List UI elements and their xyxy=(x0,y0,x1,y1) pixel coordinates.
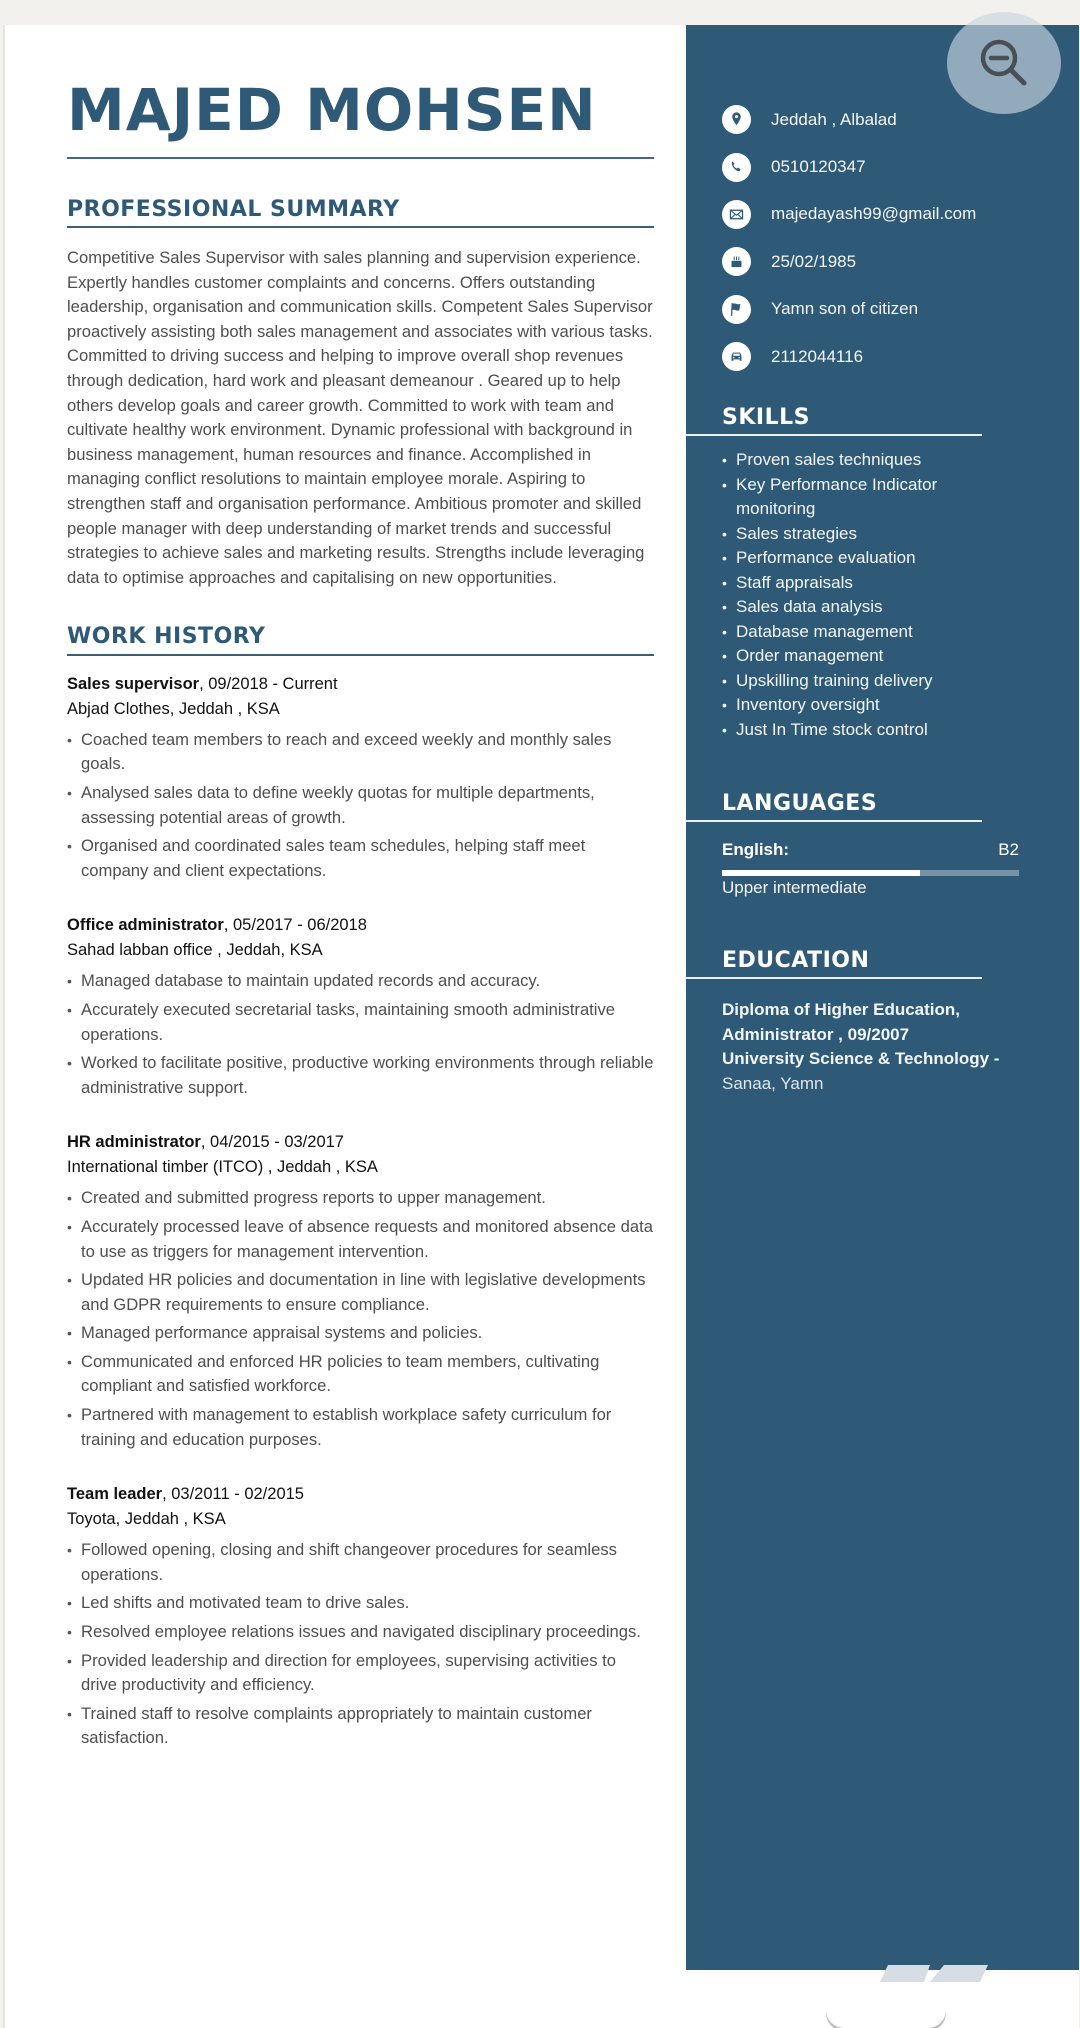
job-title-line xyxy=(67,672,654,697)
job-bullet: • Managed database to maintain updated records and accuracy. xyxy=(67,969,654,994)
skill-item: • Sales strategies xyxy=(722,522,982,547)
job-entry xyxy=(67,672,654,884)
contact-item xyxy=(722,238,976,285)
contact-item xyxy=(722,143,976,190)
job-title-line xyxy=(67,1130,654,1155)
job-bullet: • Updated HR policies and documentation in line with legislative developments and GDPR requirements to ensure compliance. xyxy=(67,1268,654,1317)
job-bullet: • Provided leadership and direction for employees, supervising activities to drive productivity and efficiency. xyxy=(67,1649,654,1698)
job-dates: , 04/2015 - 03/2017 xyxy=(200,1133,344,1152)
job-bullet: • Led shifts and motivated team to drive sales. xyxy=(67,1591,654,1616)
job-bullet: • Analysed sales data to define weekly quotas for multiple departments, assessing potential areas of growth. xyxy=(67,781,654,830)
job-location: , Jeddah , KSA xyxy=(169,699,280,718)
contact-text[interactable]: majedayash99@gmail.com xyxy=(771,204,977,224)
section-title-summary: PROFESSIONAL SUMMARY xyxy=(67,196,400,222)
job-role: Office administrator xyxy=(67,916,224,935)
job-bullets xyxy=(67,1538,654,1751)
sidebar xyxy=(686,25,1079,1970)
education-section xyxy=(686,948,1079,1096)
job-bullet: • Created and submitted progress reports to upper management. xyxy=(67,1186,654,1211)
zoom-out-icon xyxy=(974,33,1034,93)
job-bullet: • Followed opening, closing and shift changeover procedures for seamless operations. xyxy=(67,1538,654,1587)
language-proficiency-fill xyxy=(722,870,920,876)
job-dates: , 09/2018 - Current xyxy=(199,674,338,693)
job-entry xyxy=(67,1482,654,1751)
education-item xyxy=(722,998,1022,1096)
contact-item xyxy=(722,191,976,238)
birthday-cake-icon xyxy=(722,247,751,276)
job-company-line xyxy=(67,1155,654,1180)
skill-item: • Sales data analysis xyxy=(722,595,982,620)
location-pin-icon xyxy=(722,105,751,134)
contact-text: Yamn son of citizen xyxy=(771,299,919,319)
job-bullet: • Coached team members to reach and exceed weekly and monthly sales goals. xyxy=(67,728,654,777)
language-proficiency-bar xyxy=(722,870,1019,876)
job-company-line xyxy=(67,1507,654,1532)
section-title-education: EDUCATION xyxy=(722,948,870,973)
job-bullet: • Communicated and enforced HR policies to team members, cultivating compliant and satisfied workforce. xyxy=(67,1350,654,1399)
job-company: Abjad Clothes xyxy=(67,699,170,718)
floating-action-button[interactable] xyxy=(826,1992,946,2028)
contact-list xyxy=(722,96,976,380)
resume-page xyxy=(3,25,1079,2028)
languages-section xyxy=(686,791,1079,899)
education-degree: Diploma of Higher Education, Administrator , 09/2007 xyxy=(722,1000,961,1044)
job-dates: , 03/2011 - 02/2015 xyxy=(162,1485,304,1504)
main-column xyxy=(67,25,654,1755)
contact-item xyxy=(722,286,976,333)
skill-item: • Order management xyxy=(722,644,982,669)
job-location: , Jeddah , KSA xyxy=(263,1158,378,1177)
work-history-section xyxy=(67,624,654,1751)
quote-mark-icon xyxy=(878,1965,988,1985)
job-role: HR administrator xyxy=(67,1133,201,1152)
language-name: English: xyxy=(722,840,790,860)
skills-section xyxy=(686,405,1079,742)
contact-text: Jeddah , Albalad xyxy=(771,109,897,129)
language-level-label: Upper intermediate xyxy=(722,878,867,898)
job-company-line xyxy=(67,697,654,722)
skill-item: • Just In Time stock control xyxy=(722,718,982,743)
section-divider xyxy=(686,434,982,436)
professional-summary-section xyxy=(67,197,654,591)
job-bullet: • Trained staff to resolve complaints appropriately to maintain customer satisfaction. xyxy=(67,1702,654,1751)
job-title-line xyxy=(67,1482,654,1507)
skill-item: • Upskilling training delivery xyxy=(722,669,982,694)
language-item xyxy=(686,839,1079,899)
job-title-line xyxy=(67,913,654,938)
skill-item: • Key Performance Indicator monitoring xyxy=(722,473,982,522)
job-company-line xyxy=(67,938,654,963)
email-icon xyxy=(722,200,751,229)
skills-list xyxy=(722,448,982,742)
skill-item: • Inventory oversight xyxy=(722,693,982,718)
section-divider xyxy=(67,226,654,228)
job-bullet: • Accurately processed leave of absence requests and monitored absence data to use as triggers for management intervention. xyxy=(67,1215,654,1264)
section-title-skills: SKILLS xyxy=(722,405,810,430)
job-location: , Jeddah, KSA xyxy=(212,941,323,960)
contact-item xyxy=(722,96,976,143)
job-bullet: • Partnered with management to establish workplace safety curriculum for training and education purposes. xyxy=(67,1403,654,1452)
job-role: Team leader xyxy=(67,1485,163,1504)
skill-item: • Proven sales techniques xyxy=(722,448,982,473)
job-entry xyxy=(67,1130,654,1452)
job-location: , Jeddah , KSA xyxy=(115,1510,226,1529)
flag-icon xyxy=(722,295,751,324)
education-institution: University Science & Technology - xyxy=(722,1049,1000,1069)
contact-item xyxy=(722,333,976,380)
job-company: International timber (ITCO) xyxy=(67,1158,264,1177)
language-level-code: B2 xyxy=(998,840,1019,860)
summary-text: Competitive Sales Supervisor with sales planning and supervision experience. Expertly handles customer complaints and concerns. Offers outstanding leadership, organisation and communication skills. Competent Sales Supervisor proactively assisting both sales management and associates with various tasks. Committed to driving success and helping to improve overall shop revenues through dedication, hard work and pleasant demeanour . Geared up to help others develop goals and career growth. Committed to work with team and cultivate healthy work environment. Dynamic professional with background in business management, human resources and finance. Accomplished in managing conflict resolutions to maintain employee morale. Aspiring to strengthen staff and organisation performance. Ambitious promoter and skilled people manager with deep understanding of market trends and successful strategies to achieve sales and marketing results. Strengths include leveraging data to optimise approaches and capitalising on new opportunities. xyxy=(67,248,653,587)
section-title-languages: LANGUAGES xyxy=(722,791,878,816)
contact-text: 2112044116 xyxy=(771,346,864,366)
job-bullets xyxy=(67,969,654,1100)
section-divider xyxy=(686,977,982,979)
job-dates: , 05/2017 - 06/2018 xyxy=(223,916,367,935)
job-bullets xyxy=(67,728,654,884)
car-icon xyxy=(722,342,751,371)
contact-text: 0510120347 xyxy=(771,157,866,177)
job-bullet: • Organised and coordinated sales team schedules, helping staff meet company and client expectations. xyxy=(67,834,654,883)
skill-item: • Database management xyxy=(722,620,982,645)
zoom-out-button[interactable] xyxy=(947,12,1061,114)
section-title-work-history: WORK HISTORY xyxy=(67,624,266,650)
job-bullet: • Accurately executed secretarial tasks, maintaining smooth administrative operations. xyxy=(67,998,654,1047)
phone-icon xyxy=(722,153,751,182)
job-company: Toyota xyxy=(67,1510,116,1529)
section-divider xyxy=(67,654,654,656)
education-place: Sanaa, Yamn xyxy=(722,1073,824,1093)
job-bullet: • Managed performance appraisal systems and policies. xyxy=(67,1321,654,1346)
job-bullet: • Resolved employee relations issues and navigated disciplinary proceedings. xyxy=(67,1620,654,1645)
job-company: Sahad labban office xyxy=(67,941,213,960)
job-entry xyxy=(67,913,654,1100)
skill-item: • Staff appraisals xyxy=(722,571,982,596)
name-divider xyxy=(67,157,654,159)
job-bullet: • Worked to facilitate positive, productive working environments through reliable administrative support. xyxy=(67,1051,654,1100)
job-bullets xyxy=(67,1186,654,1452)
section-divider xyxy=(686,820,982,822)
job-list xyxy=(67,672,654,1751)
contact-text: 25/02/1985 xyxy=(771,251,857,271)
candidate-name: MAJED MOHSEN xyxy=(67,76,597,144)
skill-item: • Performance evaluation xyxy=(722,546,982,571)
job-role: Sales supervisor xyxy=(67,674,200,693)
